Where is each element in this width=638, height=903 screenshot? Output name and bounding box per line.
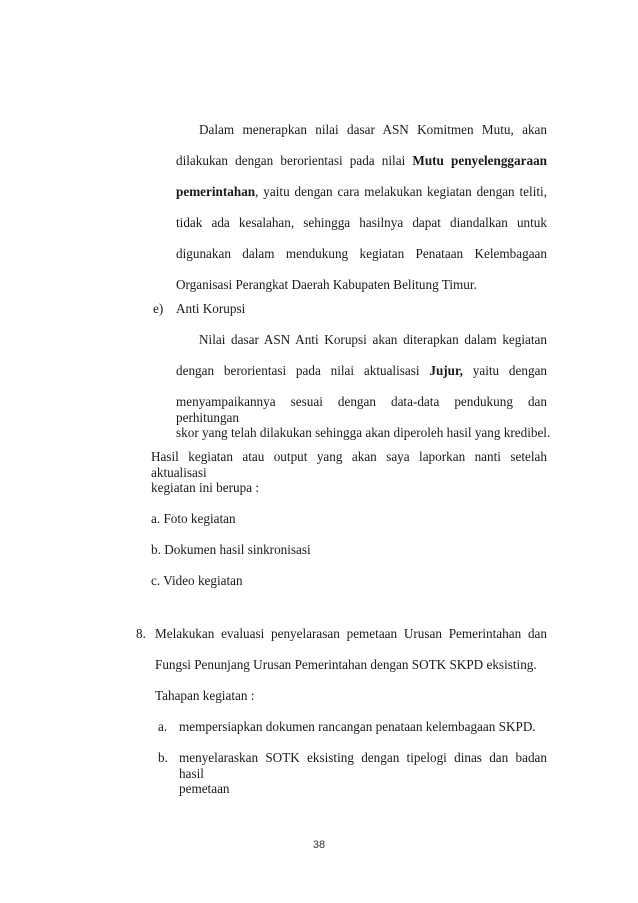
mutu-line-2-text: dilakukan dengan berorientasi pada nilai — [176, 153, 406, 168]
korupsi-line-2-text: dengan berorientasi pada nilai aktualisasi — [176, 363, 420, 378]
mutu-line-4: tidak ada kesalahan, sehingga hasilnya dapat diandalkan untuk — [176, 215, 547, 230]
item-8-line-2: Fungsi Penunjang Urusan Pemerintahan dengan SOTK SKPD eksisting. — [155, 657, 537, 672]
mutu-highlight-cont: pemerintahan — [176, 184, 256, 199]
mutu-line-6: Organisasi Perangkat Daerah Kabupaten Belitung Timur. — [176, 277, 477, 292]
hasil-line-2: kegiatan ini berupa : — [151, 480, 260, 495]
page-number: 38 — [312, 839, 326, 851]
tahapan-b-text-cont: pemetaan — [179, 781, 230, 796]
korupsi-highlight: Jujur, — [429, 363, 463, 378]
tahapan-a-marker: a. — [158, 719, 168, 734]
korupsi-line-3: menyampaikannya sesuai dengan data-data pendukung dan perhitungan — [176, 394, 547, 425]
tahapan-b-text: menyelaraskan SOTK eksisting dengan tipelogi dinas dan badan hasil — [179, 750, 547, 781]
mutu-line-3-text: , yaitu dengan cara melakukan kegiatan dengan teliti, — [255, 184, 547, 199]
hasil-item: a. Foto kegiatan — [151, 511, 236, 526]
item-8-marker: 8. — [136, 626, 146, 641]
mutu-line-5: digunakan dalam mendukung kegiatan Penataan Kelembagaan — [176, 246, 547, 261]
tahapan-b-marker: b. — [158, 750, 168, 765]
tahapan-label: Tahapan kegiatan : — [155, 688, 255, 703]
korupsi-line-2-end: yaitu dengan — [472, 363, 548, 378]
item-e-heading: Anti Korupsi — [176, 301, 246, 316]
mutu-line-2 — [176, 153, 547, 169]
hasil-line-1: Hasil kegiatan atau output yang akan saya laporkan nanti setelah aktualisasi — [151, 449, 547, 480]
korupsi-line-4: skor yang telah dilakukan sehingga akan diperoleh hasil yang kredibel. — [176, 425, 551, 440]
mutu-line-3 — [176, 184, 547, 200]
mutu-line-1: Dalam menerapkan nilai dasar ASN Komitmen Mutu, akan — [199, 122, 547, 137]
tahapan-a-text: mempersiapkan dokumen rancangan penataan kelembagaan SKPD. — [179, 719, 536, 734]
korupsi-line-2 — [176, 363, 547, 379]
hasil-item: c. Video kegiatan — [151, 573, 243, 588]
hasil-item: b. Dokumen hasil sinkronisasi — [151, 542, 311, 557]
korupsi-line-1: Nilai dasar ASN Anti Korupsi akan diterapkan dalam kegiatan — [199, 332, 547, 347]
mutu-highlight: Mutu penyelenggaraan — [412, 153, 547, 168]
item-8-line-1: Melakukan evaluasi penyelarasan pemetaan Urusan Pemerintahan dan — [155, 626, 547, 641]
item-e-marker: e) — [153, 301, 164, 316]
